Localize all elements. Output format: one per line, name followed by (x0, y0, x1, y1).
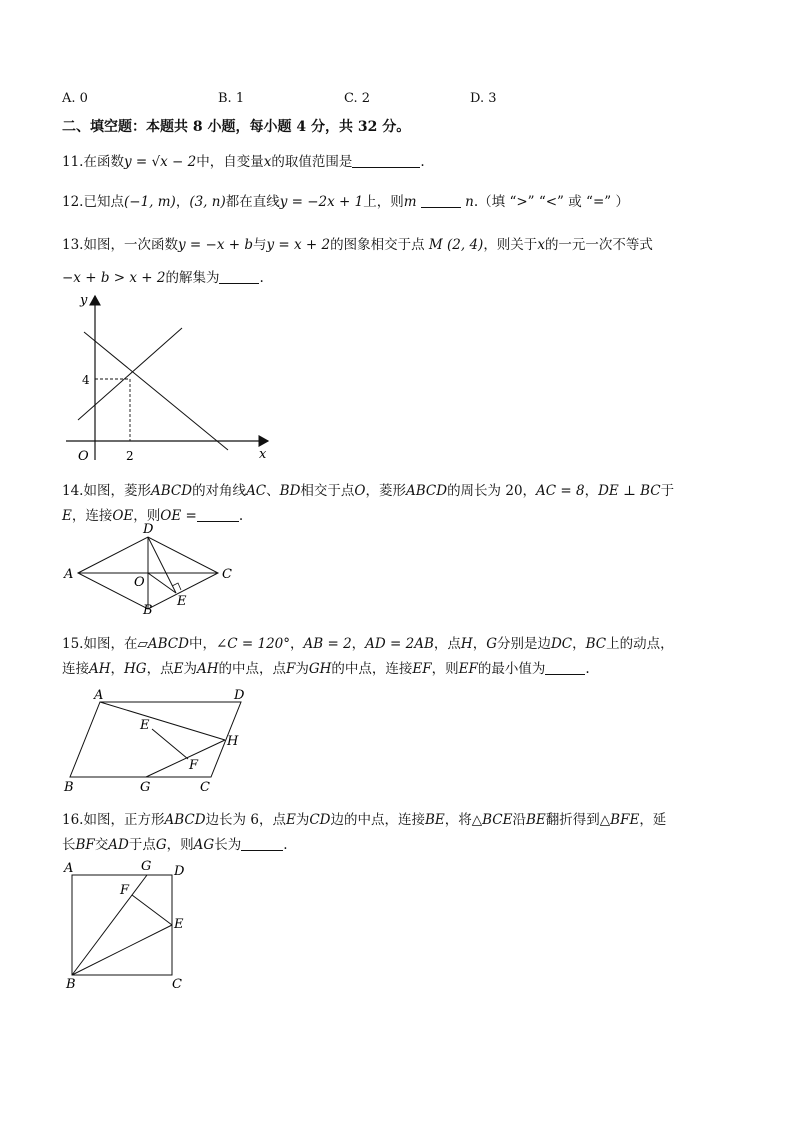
parallelogram-abcd (70, 702, 241, 777)
label-e: E (177, 594, 187, 609)
option-d: D. 3 (470, 91, 497, 106)
question-13-line-1: 13.如图，一次函数y = −x + b与y = x + 2的图象相交于点 M (2, 4)，则关于x的一元一次不等式 (62, 237, 653, 253)
question-15-line-2: 连接AH，HG，点E为AH的中点，点F为GH的中点，连接EF，则EF的最小值为 . (62, 661, 590, 677)
segment-oe (148, 573, 176, 593)
question-15-line-1: 15.如图，在▱ABCD中，∠C = 120°，AB = 2，AD = 2AB，点H，G分别是边DC，BC上的动点， (62, 636, 674, 652)
label-a: A (94, 688, 104, 703)
segment-fe (132, 895, 172, 925)
figure-14-rhombus (60, 520, 250, 616)
label-g: G (141, 859, 152, 874)
label-a: A (64, 861, 74, 876)
figure-15-parallelogram (60, 683, 260, 795)
question-16-line-2: 长BF交AD于点G，则AG长为 . (62, 837, 288, 853)
y-tick-label: 4 (82, 373, 90, 387)
answer-blank (241, 836, 283, 851)
line-y-neg-x-plus-b (84, 332, 228, 450)
label-d: D (143, 522, 154, 537)
label-o: O (134, 575, 145, 590)
origin-label: O (78, 449, 89, 464)
answer-blank (421, 193, 461, 208)
question-16-line-1: 16.如图，正方形ABCD边长为 6，点E为CD边的中点，连接BE，将△BCE沿BE翻折得到△BFE，延 (62, 812, 667, 828)
label-d: D (174, 864, 185, 879)
q11-function: y = √x − 2 (123, 154, 197, 170)
option-c: C. 2 (344, 91, 371, 106)
answer-blank (352, 153, 420, 168)
section-title: 二、填空题：本题共 8 小题，每小题 4 分，共 32 分。 (62, 119, 411, 135)
figure-13-graph (60, 290, 280, 465)
label-g: G (140, 780, 151, 795)
label-h: H (227, 734, 239, 749)
label-c: C (200, 780, 210, 795)
label-e: E (140, 718, 150, 733)
label-b: B (143, 603, 153, 616)
question-12: 12.已知点(−1, m)，(3, n)都在直线y = −2x + 1上，则m n.（填 “>” “<” 或 “=” ） (62, 194, 629, 210)
y-axis-label: y (80, 293, 88, 308)
question-14-line-2: E，连接OE，则OE = . (62, 508, 244, 524)
question-11: 11.在函数y = √x − 2中，自变量x的取值范围是 . (62, 154, 425, 170)
label-e: E (174, 917, 184, 932)
answer-blank (545, 660, 585, 675)
label-c: C (172, 977, 182, 990)
figure-16-square (60, 858, 200, 990)
segment-bg (72, 875, 147, 975)
x-tick-label: 2 (126, 449, 134, 463)
right-angle-mark (172, 583, 181, 590)
label-d: D (234, 688, 245, 703)
label-b: B (64, 780, 74, 795)
label-a: A (64, 567, 74, 582)
question-13-line-2: −x + b > x + 2的解集为 . (62, 270, 264, 286)
segment-ah (100, 702, 225, 740)
option-a: A. 0 (62, 91, 88, 106)
segment-ef (152, 729, 188, 759)
question-14-line-1: 14.如图，菱形ABCD的对角线AC、BD相交于点O，菱形ABCD的周长为 20，AC = 8，DE ⊥ BC于 (62, 483, 675, 499)
answer-blank (219, 269, 259, 284)
option-b: B. 1 (218, 91, 245, 106)
segment-de (148, 537, 176, 593)
label-f: F (120, 883, 130, 898)
label-f: F (189, 758, 199, 773)
label-c: C (222, 567, 232, 582)
label-b: B (66, 977, 76, 990)
segment-be (72, 925, 172, 975)
x-axis-label: x (259, 447, 267, 462)
